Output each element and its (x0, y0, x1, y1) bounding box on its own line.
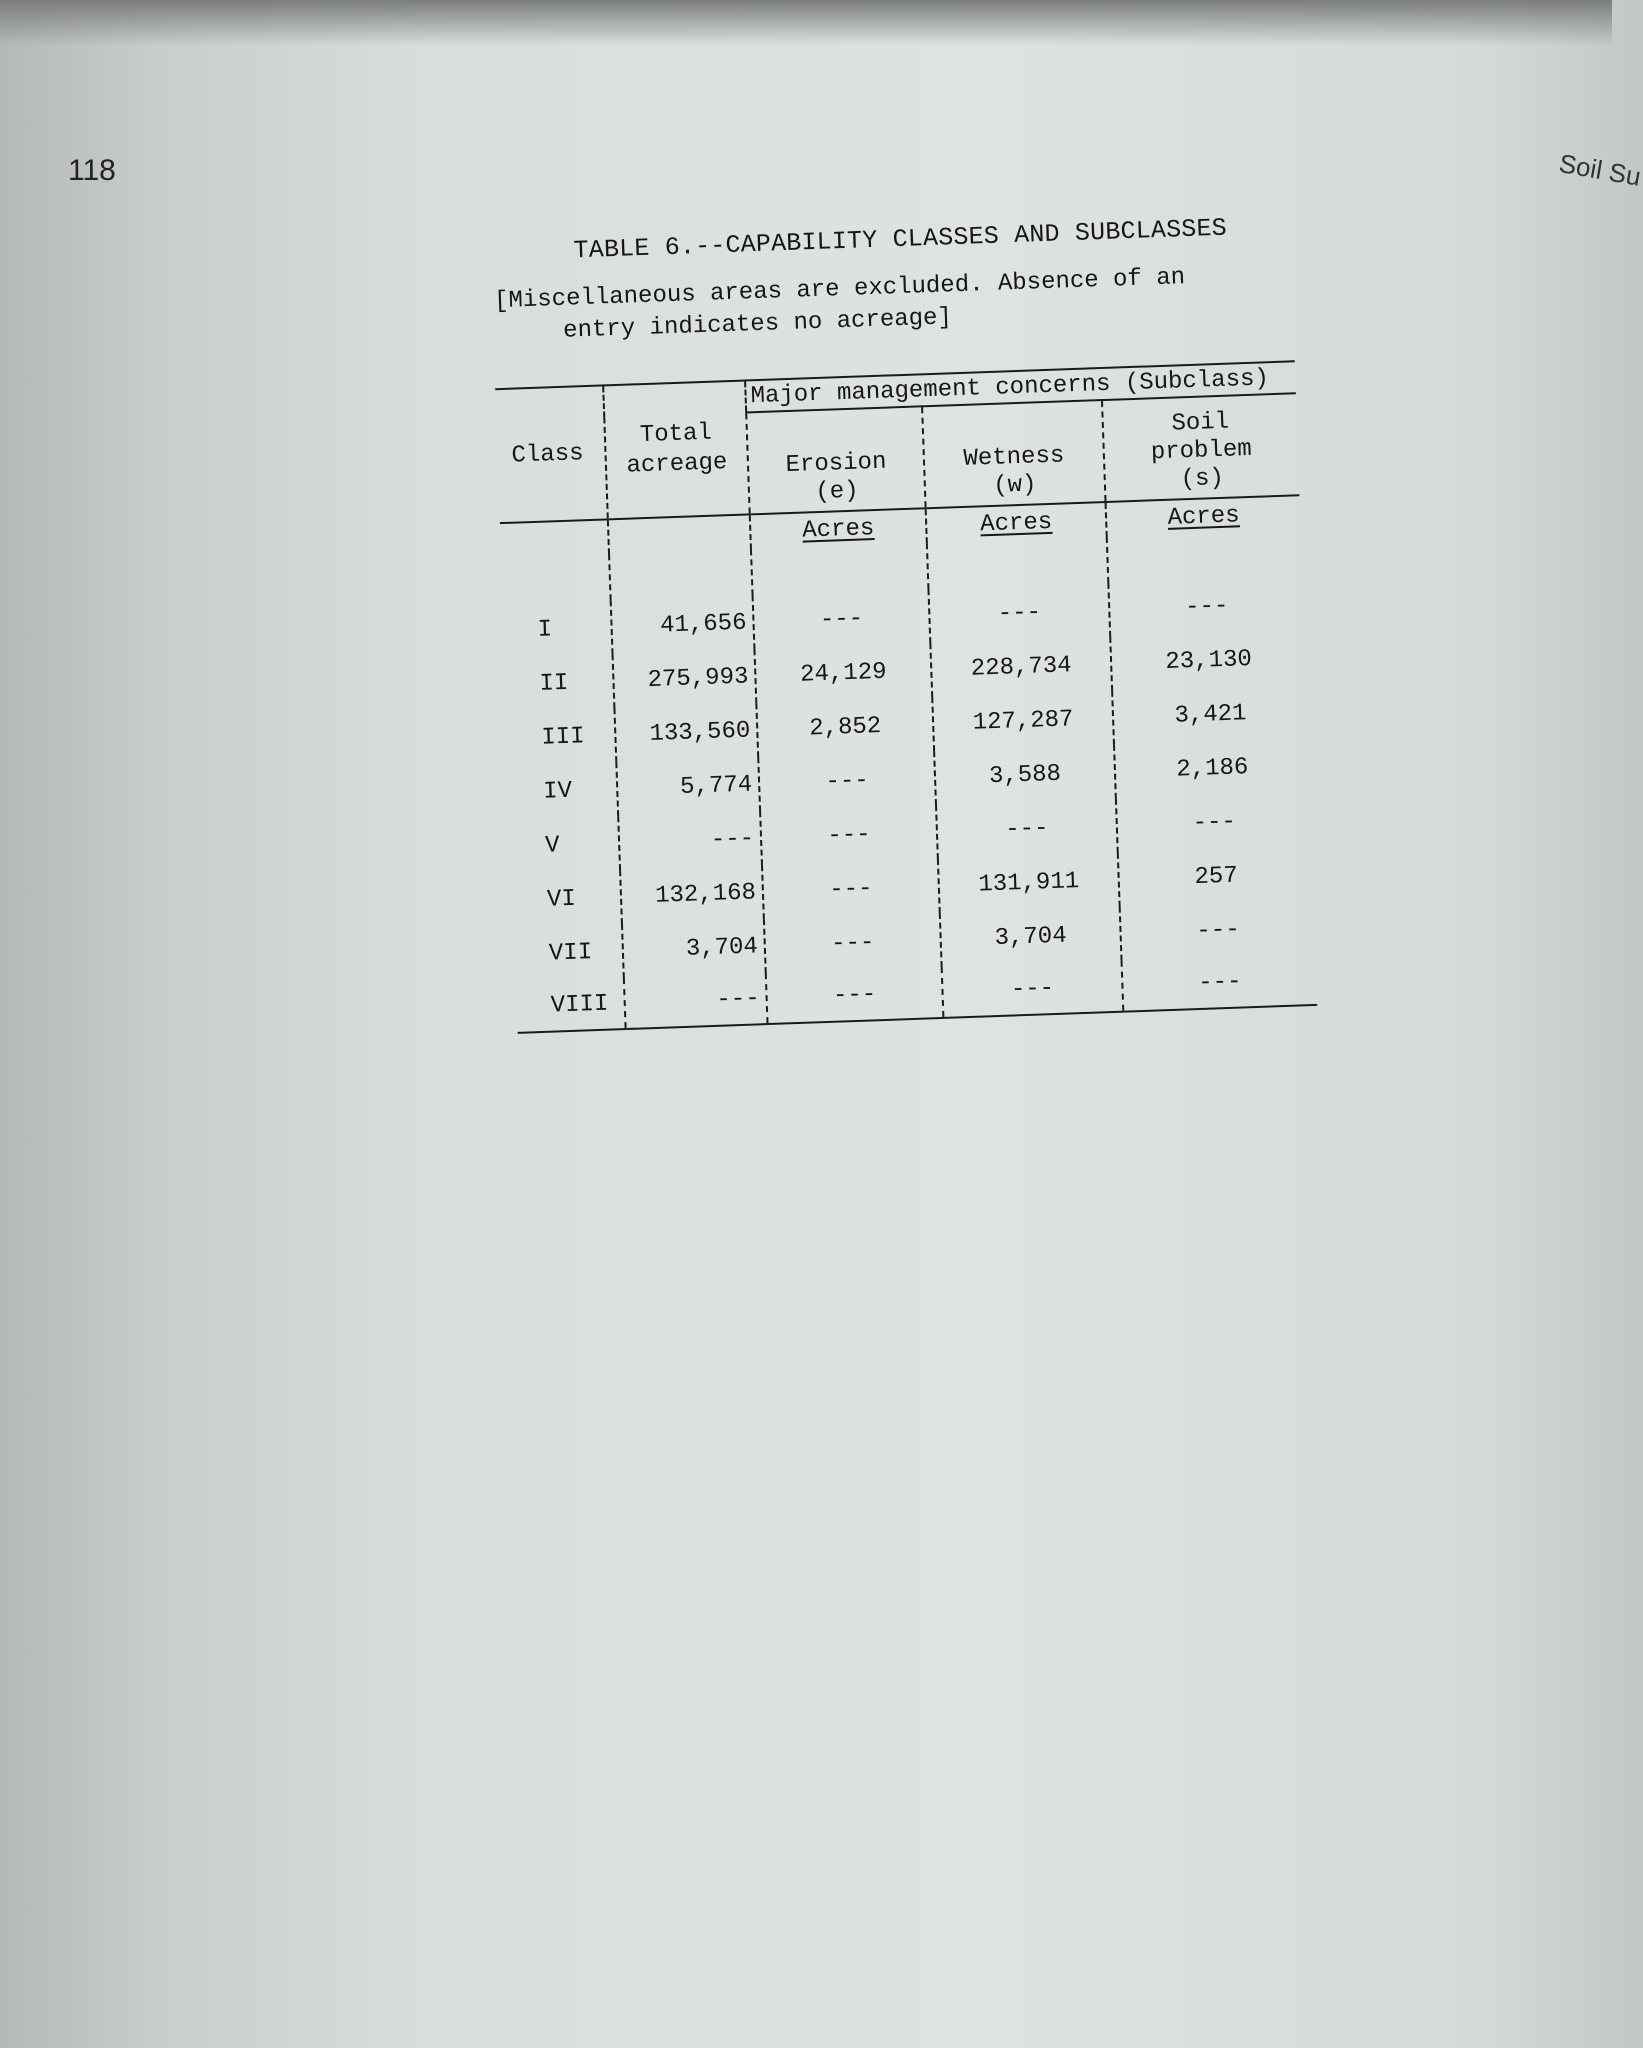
units-empty-total (608, 514, 751, 554)
spacer-cell (1107, 530, 1302, 583)
header-erosion (746, 406, 925, 514)
cell-soil: 23,130 (1164, 645, 1253, 676)
cell-soil: --- (1122, 954, 1318, 1012)
cell-wetness: 3,704 (940, 907, 1122, 967)
cell-total: --- (624, 973, 768, 1029)
capability-table (495, 360, 1317, 1034)
header-total-line-2: acreage (626, 449, 728, 480)
cell-total: 41,656 (611, 595, 755, 654)
spacer-cell (609, 549, 753, 600)
table-header (495, 361, 1300, 558)
cell-wetness: --- (942, 961, 1124, 1018)
cell-erosion: --- (762, 859, 940, 919)
cell-class: V (510, 816, 620, 874)
cell-class: VIII (516, 978, 626, 1033)
spacer-cell (501, 554, 611, 604)
table-body (501, 530, 1317, 1033)
cell-wetness: --- (928, 583, 1110, 643)
cell-wetness: --- (936, 799, 1118, 859)
cell-erosion: 24,129 (754, 643, 932, 703)
cell-soil: 3,421 (1174, 699, 1247, 730)
cell-wetness: 228,734 (930, 637, 1112, 697)
header-major-concerns: Major management concerns (Subclass) (745, 361, 1296, 412)
cell-class: VI (512, 870, 622, 928)
header-soil-line-1: Soil (1171, 408, 1230, 438)
cell-class: VII (514, 924, 624, 982)
header-soil-line-3: (s) (1180, 464, 1225, 494)
units-soil: Acres (1106, 495, 1301, 537)
cell-wetness: 127,287 (932, 691, 1114, 751)
header-erosion-line-1: Erosion (785, 448, 887, 480)
cell-soil: --- (1195, 916, 1241, 945)
cell-total: 5,774 (616, 757, 760, 816)
cell-soil: 257 (1194, 862, 1239, 891)
cell-total: 132,168 (620, 865, 764, 924)
cell-erosion: --- (760, 805, 938, 865)
units-erosion: Acres (750, 508, 927, 549)
cell-class: I (503, 600, 613, 658)
document-body (470, 210, 1357, 1035)
spacer-cell (751, 543, 928, 595)
spacer-cell (927, 537, 1108, 589)
header-soil-problem (1102, 393, 1299, 502)
cell-erosion: 2,852 (756, 697, 934, 757)
cell-soil: 2,186 (1175, 753, 1249, 784)
cell-erosion: --- (764, 913, 942, 973)
header-soil-line-2: problem (1150, 435, 1253, 467)
header-total-acreage (603, 380, 750, 519)
cell-erosion: --- (758, 751, 936, 811)
header-wetness (922, 400, 1105, 508)
header-wetness-line-2: (w) (992, 471, 1037, 500)
table-note-line-1: [Miscellaneous areas are excluded. Absence of an (493, 264, 1186, 316)
header-class: Class (495, 385, 608, 523)
page-number: 118 (68, 154, 116, 187)
cell-erosion: --- (766, 967, 944, 1024)
cell-total: 275,993 (613, 649, 757, 708)
cell-class: III (506, 708, 616, 766)
cell-wetness: 131,911 (938, 853, 1120, 913)
units-empty-class (500, 519, 609, 558)
table-note (494, 257, 1334, 350)
cell-erosion: --- (753, 589, 931, 649)
cell-class: II (505, 654, 615, 712)
cell-soil: --- (1184, 592, 1229, 621)
cell-total: --- (618, 811, 762, 870)
units-wetness: Acres (926, 502, 1107, 543)
cell-wetness: 3,588 (934, 745, 1116, 805)
table-note-line-2: entry indicates no acreage] (562, 304, 953, 345)
cell-soil: --- (1192, 808, 1237, 837)
table-title: TABLE 6.--CAPABILITY CLASSES AND SUBCLASSES (573, 213, 1228, 266)
cell-total: 133,560 (614, 703, 758, 762)
header-erosion-line-2: (e) (814, 477, 860, 507)
header-total-line-1: Total (639, 419, 713, 450)
running-head: Soil Su (1556, 148, 1643, 192)
page-edge-shadow (0, 0, 1612, 46)
header-wetness-line-1: Wetness (963, 442, 1065, 473)
cell-total: 3,704 (622, 919, 766, 978)
cell-class: IV (508, 762, 618, 820)
